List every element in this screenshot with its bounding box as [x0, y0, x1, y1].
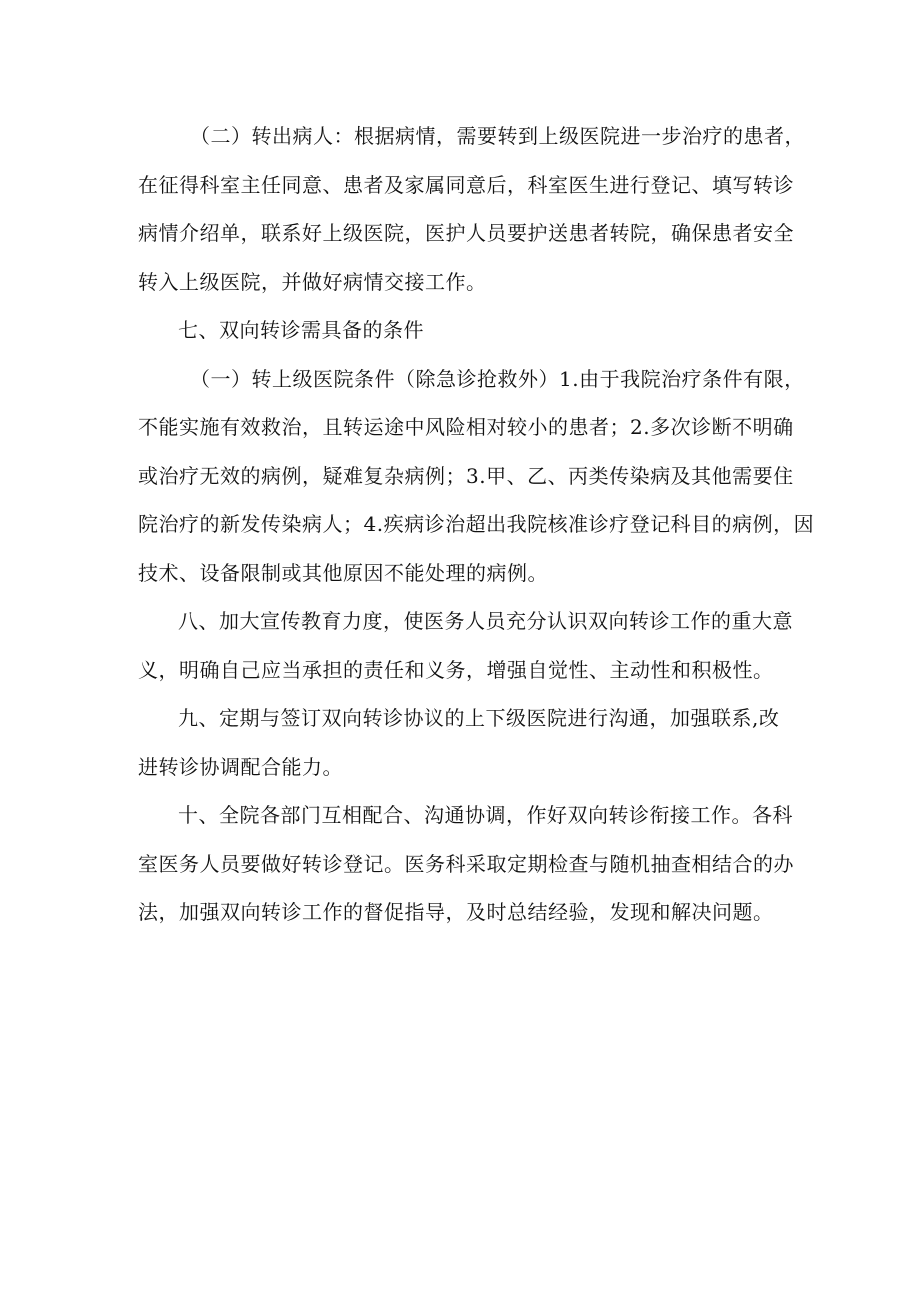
- paragraph-section-seven-heading: [138, 306, 798, 355]
- paragraph-conditions-to-higher-hospital: [138, 355, 815, 598]
- text-line: （一）转上级医院条件（除急诊抢救外）1.由于我院治疗条件有限，: [190, 366, 805, 391]
- text-line: 室医务人员要做好转诊登记。医务科采取定期检查与随机抽查相结合的办: [138, 851, 794, 876]
- document-page: [138, 112, 815, 937]
- text-line: 转入上级医院，并做好病情交接工作。: [138, 269, 487, 294]
- text-line: 技术、设备限制或其他原因不能处理的病例。: [138, 560, 548, 585]
- text-line: 义，明确自己应当承担的责任和义务，增强自觉性、主动性和积极性。: [138, 657, 774, 682]
- paragraph-section-eight: [138, 597, 798, 694]
- paragraph-section-nine: [138, 694, 798, 791]
- text-line: 十、全院各部门互相配合、沟通协调，作好双向转诊衔接工作。各科: [178, 803, 793, 827]
- paragraph-section-ten: [138, 791, 798, 937]
- text-line: 或治疗无效的病例，疑难复杂病例；3.甲、乙、丙类传染病及其他需要住: [138, 463, 794, 488]
- text-line: 在征得科室主任同意、患者及家属同意后，科室医生进行登记、填写转诊: [138, 172, 794, 197]
- text-line: 不能实施有效救治，且转运途中风险相对较小的患者；2.多次诊断不明确: [138, 415, 794, 439]
- text-line: 病情介绍单，联系好上级医院，医护人员要护送患者转院，确保患者安全: [138, 221, 794, 245]
- text-line: 法，加强双向转诊工作的督促指导，及时总结经验，发现和解决问题。: [138, 900, 774, 924]
- text-line: 院治疗的新发传染病人；4.疾病诊治超出我院核准诊疗登记科目的病例，因: [138, 512, 815, 536]
- text-line: 八、加大宣传教育力度，使医务人员充分认识双向转诊工作的重大意: [178, 609, 793, 633]
- paragraph-transfer-out-patients: [138, 112, 805, 306]
- text-line: 进转诊协调配合能力。: [138, 754, 343, 779]
- text-line: （二）转出病人：根据病情，需要转到上级医院进一步治疗的患者，: [190, 124, 805, 148]
- text-line: 九、定期与签订双向转诊协议的上下级医院进行沟通，加强联系,改: [178, 706, 780, 730]
- section-heading: 七、双向转诊需具备的条件: [178, 318, 424, 342]
